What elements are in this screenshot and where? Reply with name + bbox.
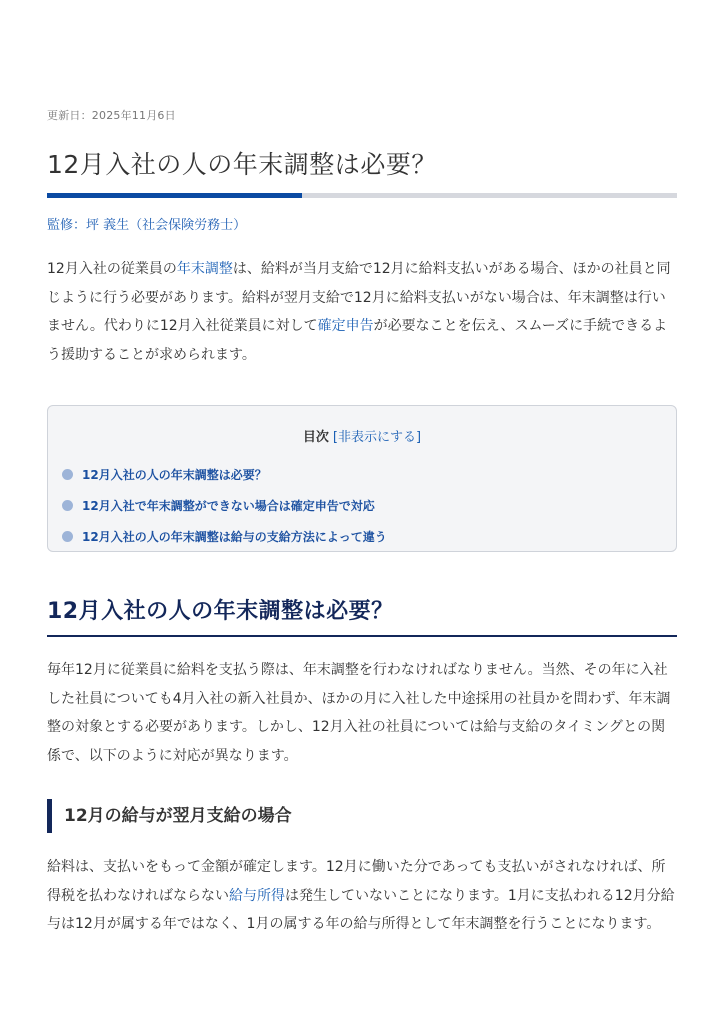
table-of-contents: [47, 405, 677, 552]
toc-title: 目次: [302, 430, 329, 445]
toc-header: [48, 426, 676, 445]
section-paragraph: 毎年12月に従業員に給料を支払う際は、年末調整を行わなければなりません。当然、その年に入社した社員についても4月入社の新入社員か、ほかの月に入社した中途採用の社員かを問わず、年末調整の対象とする必要があります。しかし、12月入社の社員については給与支給のタイミングとの関係で、以下のように対応が異なります。: [47, 662, 671, 764]
sub-text-1: 給料は、支払いをもって金額が確定します。12月に働いた分であっても支払いがされなければ、所得税を払わなければならない: [47, 859, 666, 904]
subsection-heading: 12月の給与が翌月支給の場合: [47, 799, 292, 833]
title-underline-accent: [47, 193, 302, 198]
bullet-icon: [62, 469, 73, 480]
toc-item: [62, 490, 387, 521]
supervisor-link[interactable]: 坪 義生（社会保険労務士）: [86, 218, 247, 233]
toc-item-link[interactable]: 12月入社で年末調整ができない場合は確定申告で対応: [82, 499, 375, 513]
title-underline: [47, 193, 677, 198]
bullet-icon: [62, 500, 73, 511]
toc-list: [62, 459, 387, 552]
toc-item-link[interactable]: 12月入社の人の年末調整は必要？: [82, 468, 267, 482]
updated-date: 更新日：2025年11月6日: [47, 109, 176, 122]
intro-text-1: 12月入社の従業員の: [47, 261, 177, 277]
year-end-adjustment-link[interactable]: 年末調整: [176, 261, 233, 277]
intro-text-2: は、給料が当月支給で12月に給料支払いがある場合、ほかの社員と同じように行う必要があります。給料が翌月支給で12月に給料支払いがない場合は、年末調整は行いません。代わりに12月入社従業員に対して: [47, 261, 671, 334]
section-heading: 12月入社の人の年末調整は必要？: [47, 594, 677, 637]
sub-text-2: は発生していないことになります。1月に支払われる12月分給与は12月が属する年ではなく、1月の属する年の給与所得として年末調整を行うことになります。: [47, 887, 675, 932]
toc-item-link[interactable]: 12月入社の人の年末調整は給与の支給方法によって違う: [82, 530, 387, 544]
intro-paragraph: [47, 255, 679, 369]
bullet-icon: [62, 531, 73, 542]
subsection-paragraph: [47, 853, 679, 939]
salary-income-link[interactable]: 給与所得: [229, 887, 285, 904]
toc-item: [62, 521, 387, 552]
supervisor-prefix: 監修：: [47, 218, 87, 233]
supervisor-line: [47, 214, 246, 233]
intro-text-3: が必要なことを伝え、スムーズに手続できるよう援助することが求められます。: [47, 318, 668, 363]
tax-return-link[interactable]: 確定申告: [317, 318, 374, 334]
toc-item: [62, 459, 387, 490]
toc-toggle-button[interactable]: [非表示にする]: [332, 430, 422, 445]
page-title: 12月入社の人の年末調整は必要？: [47, 150, 437, 179]
